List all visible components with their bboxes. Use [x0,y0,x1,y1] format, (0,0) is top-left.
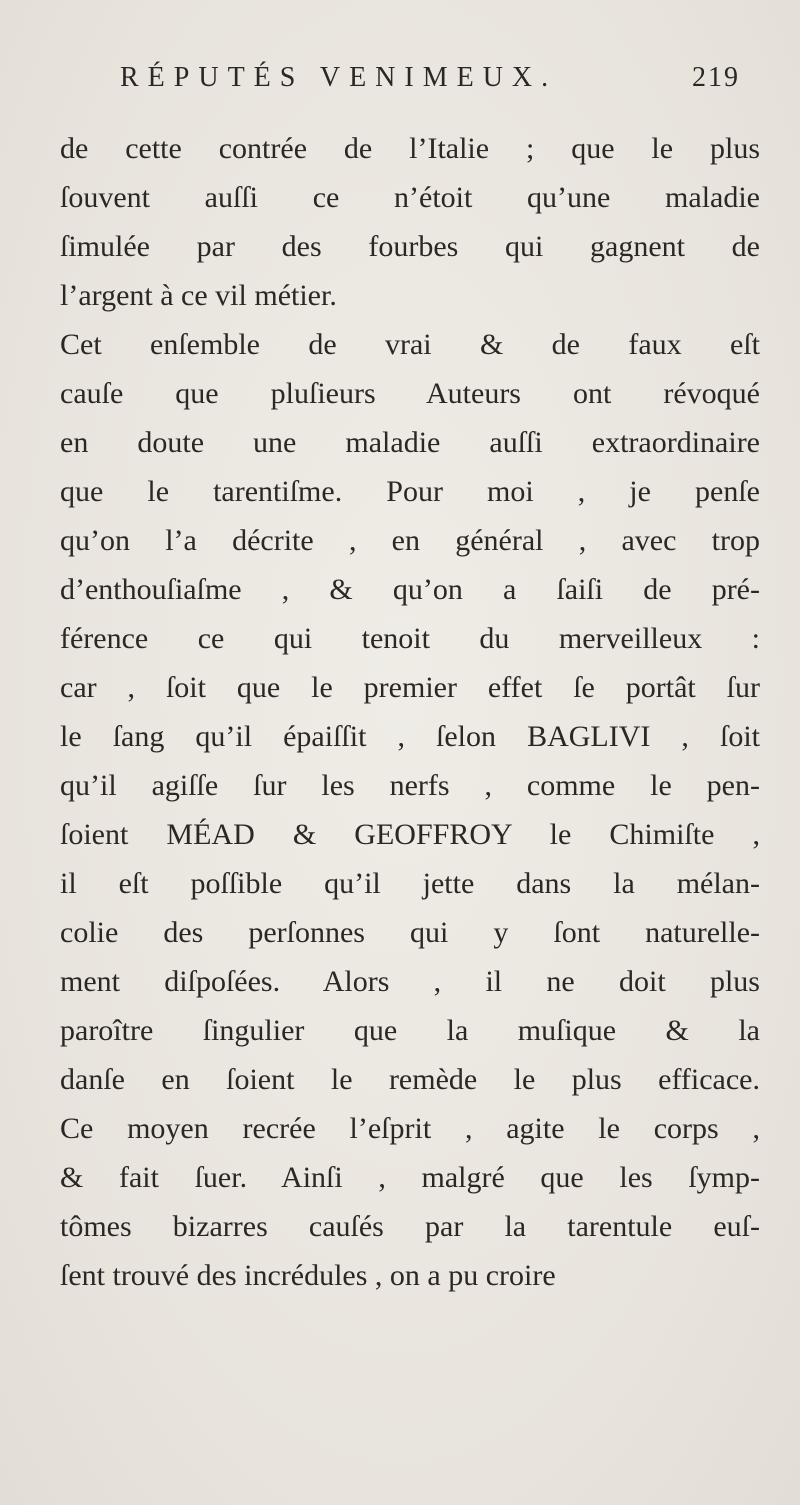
page-number: 219 [692,62,740,93]
text-line: en doute une maladie auſſi extraordinaire [60,426,760,459]
text-line: cauſe que pluſieurs Auteurs ont révoqué [60,377,760,410]
text-line: Cet enſemble de vrai & de faux eſt [60,328,760,361]
text-line: paroître ſingulier que la muſique & la [60,1014,760,1047]
running-title: RÉPUTÉS VENIMEUX. [120,62,558,93]
text-line: ſimulée par des fourbes qui gagnent de [60,230,760,263]
text-line: colie des perſonnes qui y ſont naturelle- [60,916,760,949]
text-line: qu’il agiſſe ſur les nerfs , comme le pen- [60,769,760,802]
text-line: & fait ſuer. Ainſi , malgré que les ſymp- [60,1161,760,1194]
text-line: de cette contrée de l’Italie ; que le plus [60,132,760,165]
text-line: l’argent à ce vil métier. [60,279,337,312]
text-line: il eſt poſſible qu’il jette dans la mélan- [60,867,760,900]
text-line: tômes bizarres cauſés par la tarentule euſ- [60,1210,760,1243]
body-text [60,124,760,1300]
text-line: le ſang qu’il épaiſſit , ſelon BAGLIVI , ſoit [60,720,760,753]
text-line: danſe en ſoient le remède le plus efficace. [60,1063,760,1096]
text-line: que le tarentiſme. Pour moi , je penſe [60,475,760,508]
text-line: d’enthouſiaſme , & qu’on a ſaiſi de pré- [60,573,760,606]
text-line: ſoient MÉAD & GEOFFROY le Chimiſte , [60,818,760,851]
text-line: ment diſpoſées. Alors , il ne doit plus [60,965,760,998]
running-header [120,62,740,108]
text-line: ſent trouvé des incrédules , on a pu croire [60,1259,556,1292]
text-line: car , ſoit que le premier effet ſe portât ſur [60,671,760,704]
text-line: Ce moyen recrée l’eſprit , agite le corps , [60,1112,760,1145]
text-line: ſouvent auſſi ce n’étoit qu’une maladie [60,181,760,214]
text-line: férence ce qui tenoit du merveilleux : [60,622,760,655]
text-line: qu’on l’a décrite , en général , avec trop [60,524,760,557]
